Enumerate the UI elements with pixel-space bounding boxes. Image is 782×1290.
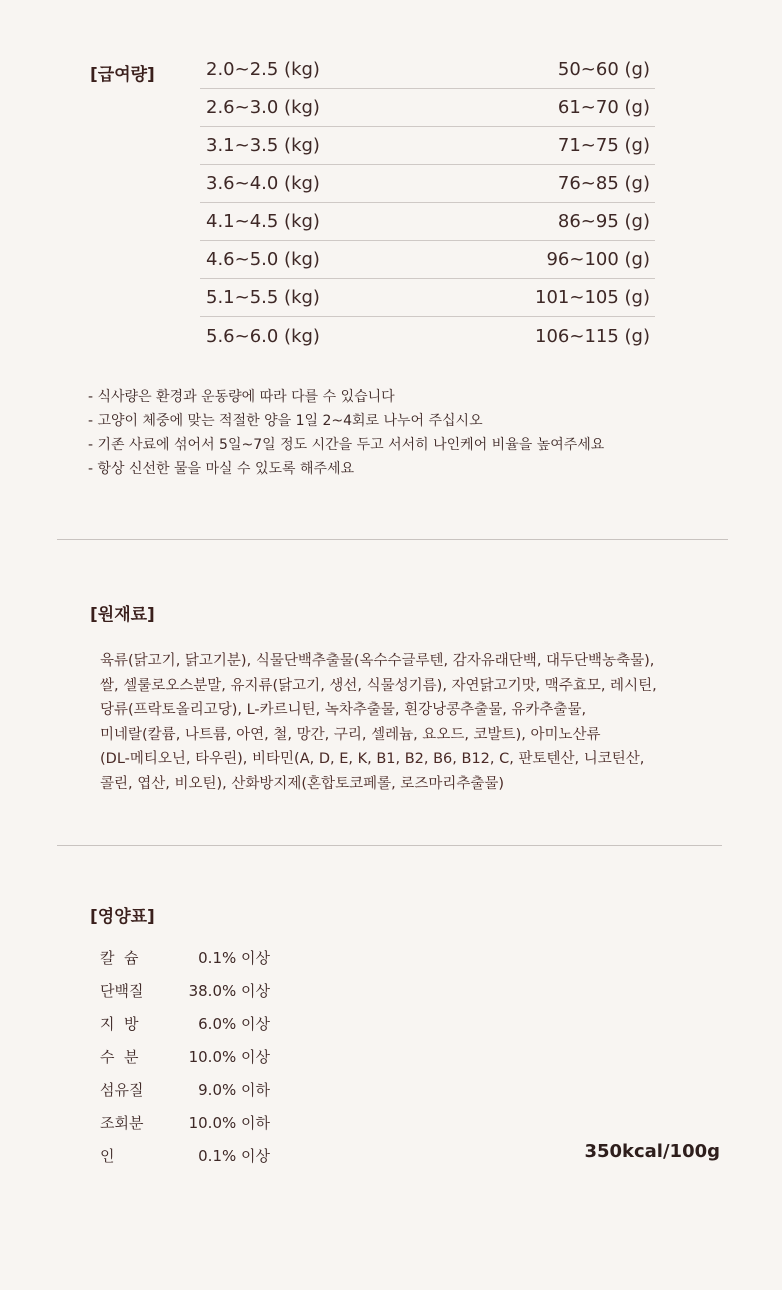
nutrition-row: [100, 1106, 270, 1139]
feeding-amount: 71~75 (g): [557, 135, 650, 156]
feeding-notes: [88, 385, 604, 481]
nutrition-title: [영양표]: [90, 907, 155, 927]
nutrition-row: [100, 974, 270, 1007]
nutrient-value: 38.0% 이상: [188, 982, 270, 1000]
nutrition-table: [100, 941, 270, 1172]
nutrient-name: 칼 슘: [100, 949, 139, 967]
ingredients-line: 콜린, 엽산, 비오틴), 산화방지제(혼합토코페롤, 로즈마리추출물): [100, 775, 505, 792]
feeding-note: - 기존 사료에 섞어서 5일~7일 정도 시간을 두고 서서히 나인케어 비율을 높여주세요: [88, 437, 605, 453]
feeding-amount: 61~70 (g): [557, 97, 650, 118]
feeding-amount: 50~60 (g): [557, 59, 650, 80]
nutrition-row: [100, 1040, 270, 1073]
feeding-amount: 106~115 (g): [535, 325, 650, 347]
feeding-amount: 76~85 (g): [557, 173, 650, 194]
feeding-amount: 101~105 (g): [535, 287, 650, 308]
feeding-row: [200, 279, 655, 317]
nutrition-row: [100, 1073, 270, 1106]
feeding-weight: 3.6~4.0 (kg): [206, 173, 320, 194]
feeding-weight: 2.6~3.0 (kg): [206, 97, 320, 118]
feeding-row: [200, 51, 655, 89]
feeding-title: [급여량]: [90, 65, 155, 85]
feeding-note: - 항상 신선한 물을 마실 수 있도록 해주세요: [88, 461, 355, 477]
nutrient-name: 수 분: [100, 1048, 139, 1066]
feeding-row: [200, 127, 655, 165]
nutrient-value: 0.1% 이상: [198, 949, 270, 967]
nutrient-value: 6.0% 이상: [198, 1015, 270, 1033]
nutrient-name: 단백질: [100, 982, 144, 1000]
section-divider: [57, 539, 728, 540]
feeding-weight: 4.1~4.5 (kg): [206, 211, 320, 232]
nutrient-value: 10.0% 이하: [188, 1114, 270, 1132]
nutrient-value: 0.1% 이상: [198, 1147, 270, 1165]
nutrient-name: 인: [100, 1147, 115, 1165]
feeding-row: [200, 89, 655, 127]
nutrition-row: [100, 1139, 270, 1172]
calorie-info: 350kcal/100g: [584, 1141, 720, 1162]
feeding-row: [200, 317, 655, 355]
nutrient-value: 9.0% 이하: [198, 1081, 270, 1099]
nutrient-name: 지 방: [100, 1015, 139, 1033]
feeding-weight: 2.0~2.5 (kg): [206, 59, 320, 80]
ingredients-line: 미네랄(칼륨, 나트륨, 아연, 철, 망간, 구리, 셀레늄, 요오드, 코발트), 아미노산류: [100, 726, 601, 743]
ingredients-line: 당류(프락토올리고당), L-카르니틴, 녹차추출물, 흰강낭콩추출물, 유카추출물,: [100, 702, 587, 718]
ingredients-title: [원재료]: [90, 605, 155, 625]
nutrition-row: [100, 1007, 270, 1040]
nutrient-value: 10.0% 이상: [188, 1048, 270, 1066]
feeding-note: - 식사량은 환경과 운동량에 따라 다를 수 있습니다: [88, 389, 395, 405]
ingredients-line: 육류(닭고기, 닭고기분), 식물단백추출물(옥수수글루텐, 감자유래단백, 대두단백농축물),: [100, 653, 655, 669]
nutrient-name: 조회분: [100, 1114, 144, 1132]
feeding-weight: 5.1~5.5 (kg): [206, 287, 320, 308]
feeding-table: [200, 51, 655, 355]
feeding-weight: 4.6~5.0 (kg): [206, 249, 320, 270]
feeding-row: [200, 165, 655, 203]
feeding-weight: 5.6~6.0 (kg): [206, 325, 320, 347]
feeding-amount: 96~100 (g): [546, 249, 650, 270]
feeding-row: [200, 203, 655, 241]
feeding-amount: 86~95 (g): [557, 211, 650, 232]
feeding-note: - 고양이 체중에 맞는 적절한 양을 1일 2~4회로 나누어 주십시오: [88, 413, 483, 429]
ingredients-line: (DL-메티오닌, 타우린), 비타민(A, D, E, K, B1, B2, B6, B12, C, 판토텐산, 니코틴산,: [100, 751, 645, 767]
nutrient-name: 섬유질: [100, 1081, 144, 1099]
feeding-weight: 3.1~3.5 (kg): [206, 135, 320, 156]
feeding-row: [200, 241, 655, 279]
section-divider: [57, 845, 722, 846]
nutrition-row: [100, 941, 270, 974]
ingredients-line: 쌀, 셀룰로오스분말, 유지류(닭고기, 생선, 식물성기름), 자연닭고기맛, 맥주효모, 레시틴,: [100, 677, 657, 694]
ingredients-list: [100, 649, 700, 796]
